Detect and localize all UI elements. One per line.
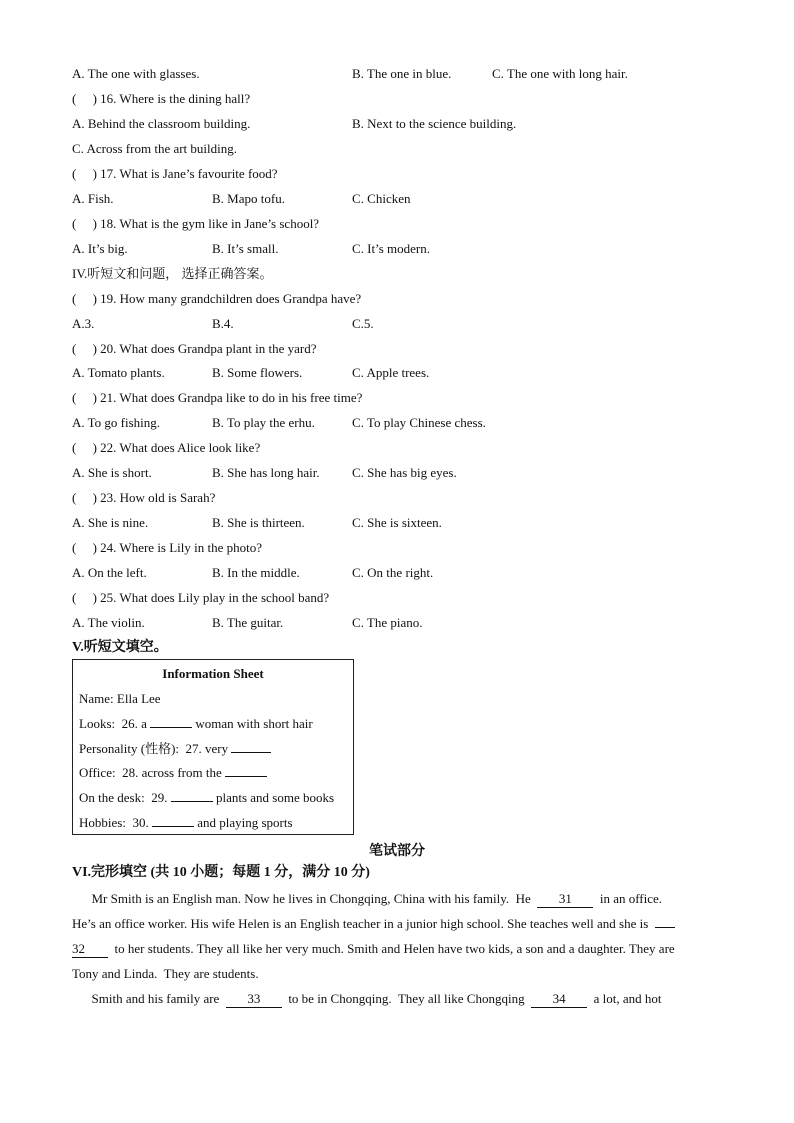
blank-33[interactable]: 33: [226, 991, 282, 1008]
q25-option-a: A. The violin.: [72, 615, 145, 630]
q25-option-c: C. The piano.: [352, 615, 423, 630]
information-sheet: [72, 659, 354, 835]
q24-stem: ( ) 24. Where is Lily in the photo?: [72, 540, 263, 555]
section-5-heading: V.听短文填空。: [72, 640, 168, 655]
info-looks-prefix: Looks: 26. a: [79, 716, 151, 731]
q18-option-c: C. It’s modern.: [352, 241, 430, 256]
q20-option-c: C. Apple trees.: [352, 365, 430, 380]
blank-27[interactable]: [231, 752, 271, 753]
passage-text: Smith and his family are: [72, 991, 226, 1006]
blank-28[interactable]: [225, 776, 267, 777]
info-personality: [79, 741, 271, 757]
q18-stem: ( ) 18. What is the gym like in Jane’s school?: [72, 216, 320, 231]
written-part-title: 笔试部分: [369, 844, 425, 859]
q24-option-a: A. On the left.: [72, 565, 147, 580]
passage-line-4: Tony and Linda. They are students.: [72, 966, 259, 981]
q16-option-b: B. Next to the science building.: [352, 116, 517, 131]
q15-option-b: B. The one in blue.: [352, 66, 452, 81]
blank-31[interactable]: 31: [537, 891, 593, 908]
info-desk-prefix: On the desk: 29.: [79, 790, 171, 805]
q23-option-c: C. She is sixteen.: [352, 515, 442, 530]
q17-stem: ( ) 17. What is Jane’s favourite food?: [72, 166, 278, 181]
blank-29[interactable]: [171, 801, 213, 802]
q25-stem: ( ) 25. What does Lily play in the school band?: [72, 590, 330, 605]
info-personality-prefix: Personality (性格): 27. very: [79, 741, 232, 756]
q23-stem: ( ) 23. How old is Sarah?: [72, 490, 216, 505]
q23-option-a: A. She is nine.: [72, 515, 149, 530]
q21-option-a: A. To go fishing.: [72, 415, 161, 430]
q18-option-a: A. It’s big.: [72, 241, 128, 256]
info-office-prefix: Office: 28. across from the: [79, 765, 225, 780]
q24-option-c: C. On the right.: [352, 565, 434, 580]
blank-26[interactable]: [150, 727, 192, 728]
passage-text: Mr Smith is an English man. Now he lives in Chongqing, China with his family. He: [72, 891, 538, 906]
q15-option-c: C. The one with long hair.: [492, 66, 628, 81]
q20-option-a: A. Tomato plants.: [72, 365, 165, 380]
info-hobbies: [79, 815, 293, 831]
q17-option-c: C. Chicken: [352, 191, 411, 206]
section-4-heading: IV.听短文和问题， 选择正确答案。: [72, 266, 273, 281]
passage-line-5: [72, 991, 722, 1008]
passage-line-1: [72, 891, 722, 908]
q19-option-c: C.5.: [352, 316, 374, 331]
q17-option-a: A. Fish.: [72, 191, 114, 206]
q20-stem: ( ) 20. What does Grandpa plant in the yard?: [72, 341, 317, 356]
q15-option-a: A. The one with glasses.: [72, 66, 200, 81]
blank-34[interactable]: 34: [531, 991, 587, 1008]
passage-line-2: [72, 916, 722, 932]
info-looks-suffix: woman with short hair: [192, 716, 313, 731]
info-sheet-title: Information Sheet: [162, 666, 264, 681]
q22-stem: ( ) 22. What does Alice look like?: [72, 440, 261, 455]
info-desk: [79, 790, 334, 806]
info-hobbies-prefix: Hobbies: 30.: [79, 815, 152, 830]
section-6-heading: VI.完形填空 (共 10 小题；每题 1 分，满分 10 分): [72, 865, 370, 880]
passage-text: in an office.: [593, 891, 663, 906]
q20-option-b: B. Some flowers.: [212, 365, 303, 380]
q17-option-b: B. Mapo tofu.: [212, 191, 285, 206]
info-office: [79, 765, 267, 781]
q19-option-b: B.4.: [212, 316, 234, 331]
q16-option-a: A. Behind the classroom building.: [72, 116, 251, 131]
q21-option-c: C. To play Chinese chess.: [352, 415, 486, 430]
blank-32-start[interactable]: [655, 927, 675, 928]
passage-text: He’s an office worker. His wife Helen is an English teacher in a junior high school. She teaches well and she is: [72, 916, 655, 931]
q18-option-b: B. It’s small.: [212, 241, 279, 256]
q21-option-b: B. To play the erhu.: [212, 415, 315, 430]
passage-text: to be in Chongqing. They all like Chongqing: [281, 991, 532, 1006]
q25-option-b: B. The guitar.: [212, 615, 284, 630]
q24-option-b: B. In the middle.: [212, 565, 300, 580]
blank-32[interactable]: 32: [72, 941, 108, 958]
q22-option-c: C. She has big eyes.: [352, 465, 457, 480]
q22-option-a: A. She is short.: [72, 465, 152, 480]
q23-option-b: B. She is thirteen.: [212, 515, 305, 530]
q19-option-a: A.3.: [72, 316, 95, 331]
passage-text: a lot, and hot: [587, 991, 662, 1006]
passage-line-3: [72, 941, 722, 958]
q16-option-c: C. Across from the art building.: [72, 141, 238, 156]
info-desk-suffix: plants and some books: [212, 790, 335, 805]
q22-option-b: B. She has long hair.: [212, 465, 320, 480]
blank-30[interactable]: [152, 826, 194, 827]
q16-stem: ( ) 16. Where is the dining hall?: [72, 91, 251, 106]
passage-text: to her students. They all like her very much. Smith and Helen have two kids, a son and a daughter. They are: [108, 941, 675, 956]
info-hobbies-suffix: and playing sports: [193, 815, 293, 830]
q19-stem: ( ) 19. How many grandchildren does Grandpa have?: [72, 291, 362, 306]
q21-stem: ( ) 21. What does Grandpa like to do in his free time?: [72, 390, 363, 405]
info-name: Name: Ella Lee: [79, 691, 161, 706]
info-looks: [79, 716, 313, 732]
